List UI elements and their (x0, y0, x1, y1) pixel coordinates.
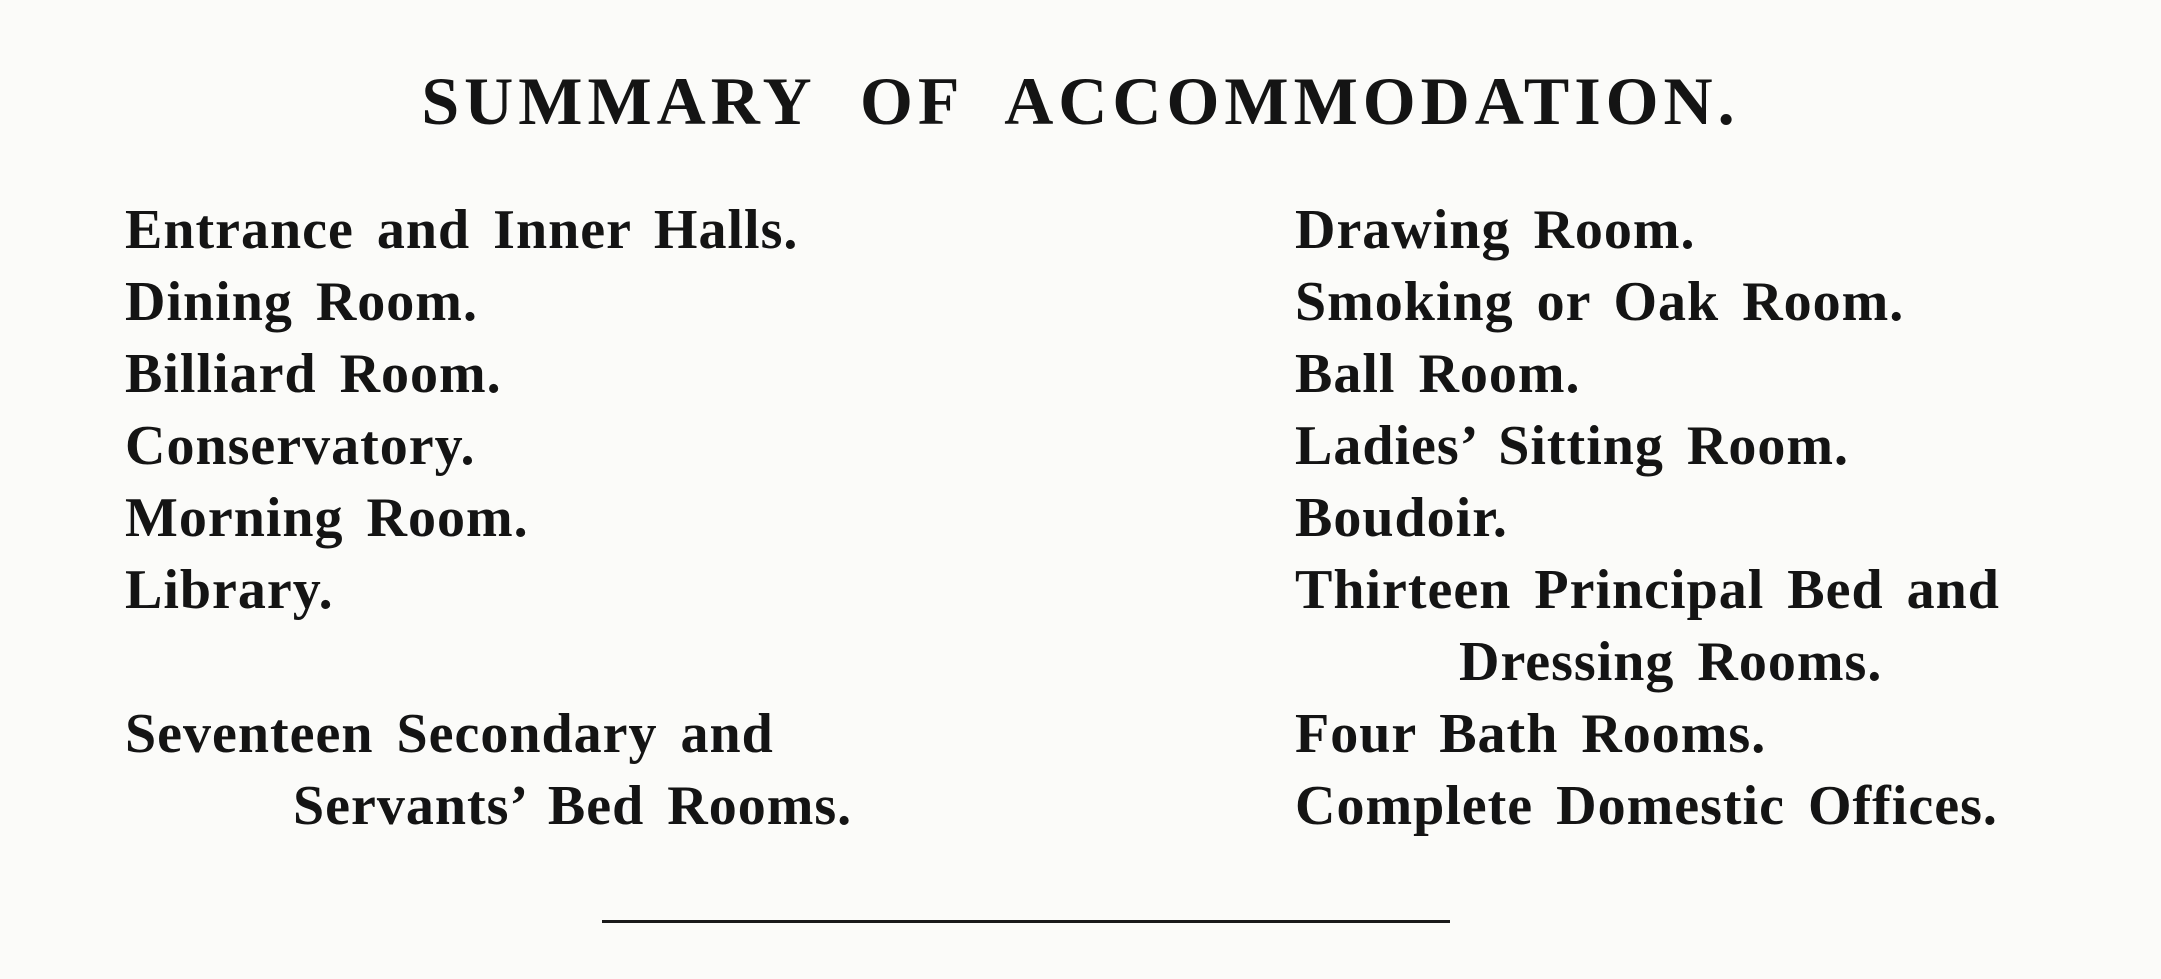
list-item: Drawing Room. (1295, 199, 1696, 261)
list-item: Entrance and Inner Halls. (125, 199, 799, 261)
left-column (125, 194, 852, 842)
list-item: Dining Room. (125, 271, 478, 333)
list-item: Conservatory. (125, 415, 476, 477)
right-column (1295, 194, 2000, 842)
spacer (125, 626, 852, 698)
list-item-secondary-continuation: Servants’ Bed Rooms. (293, 775, 853, 837)
list-item: Morning Room. (125, 487, 529, 549)
list-item: Library. (125, 559, 334, 621)
list-item: Ladies’ Sitting Room. (1295, 415, 1849, 477)
list-item: Billiard Room. (125, 343, 502, 405)
list-item-bedrooms: Thirteen Principal Bed and (1295, 559, 2000, 621)
list-item-bedrooms-continuation: Dressing Rooms. (1459, 631, 1883, 693)
list-item: Four Bath Rooms. (1295, 703, 1767, 765)
page-title: SUMMARY OF ACCOMMODATION. (421, 63, 1740, 139)
list-item: Complete Domestic Offices. (1295, 775, 1998, 837)
list-item-secondary: Seventeen Secondary and (125, 703, 774, 765)
list-item: Boudoir. (1295, 487, 1508, 549)
horizontal-rule (602, 920, 1450, 923)
list-item: Smoking or Oak Room. (1295, 271, 1905, 333)
list-item: Ball Room. (1295, 343, 1581, 405)
